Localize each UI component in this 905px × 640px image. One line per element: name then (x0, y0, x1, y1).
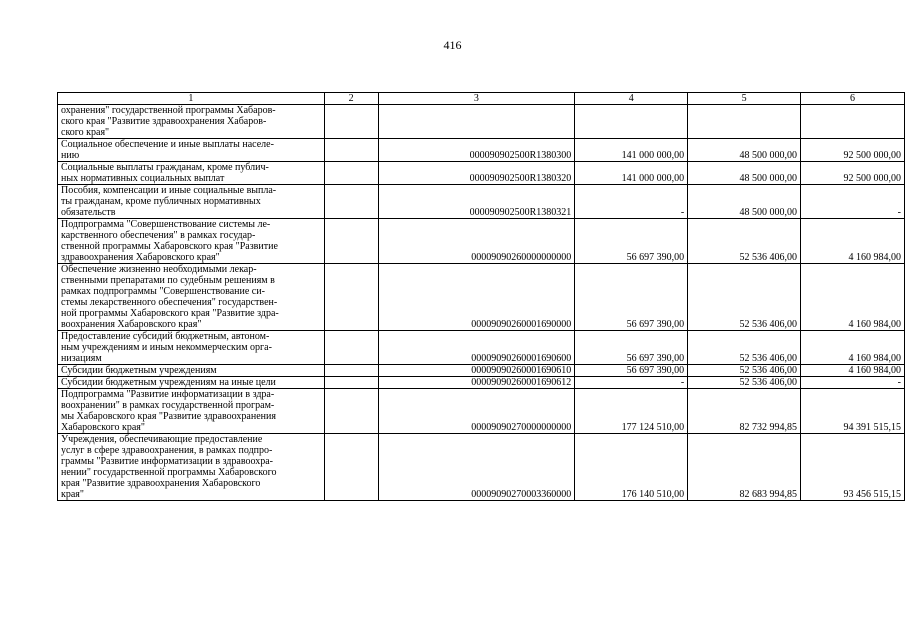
row-name-cell: Учреждения, обеспечивающие предоставление услуг в сфере здравоохранения, в рамках подпро- граммы "Развитие информатизации в здравоохра- нении" государственной программы Хабаровского края "Развитие здравоохранения Хабаровского края" (58, 434, 325, 501)
row-value-col6-cell (800, 105, 904, 139)
column-header-3: 3 (378, 93, 575, 105)
row-value-col6-cell: 94 391 515,15 (800, 389, 904, 434)
row-value-col6-cell: - (800, 185, 904, 219)
table-row (58, 219, 905, 264)
row-value-col6-cell: 4 160 984,00 (800, 264, 904, 331)
row-value-col4-cell: 177 124 510,00 (575, 389, 688, 434)
row-name-cell: Субсидии бюджетным учреждениям на иные цели (58, 377, 325, 389)
row-name-cell: Обеспечение жизненно необходимыми лекар- ственными препаратами по судебным решениям в рамках подпрограммы "Совершенствование си- стемы лекарственного обеспечения" государствен- ной программы Хабаровского края "Развитие здра- воохранения Хабаровского края" (58, 264, 325, 331)
row-code-cell: 000090902500R1380320 (378, 162, 575, 185)
header-row (58, 93, 905, 105)
row-col2-cell (324, 331, 378, 365)
row-code-cell: 00009090260001690600 (378, 331, 575, 365)
row-value-col4-cell: - (575, 185, 688, 219)
column-header-6: 6 (800, 93, 904, 105)
row-name-cell: охранения" государственной программы Хабаров- ского края "Развитие здравоохранения Хабаров- ского края" (58, 105, 325, 139)
row-col2-cell (324, 139, 378, 162)
table-row (58, 264, 905, 331)
column-header-4: 4 (575, 93, 688, 105)
row-code-cell: 00009090260000000000 (378, 219, 575, 264)
row-value-col5-cell: 48 500 000,00 (688, 162, 801, 185)
row-name-cell: Социальные выплаты гражданам, кроме публич- ных нормативных социальных выплат (58, 162, 325, 185)
row-value-col5-cell: 52 536 406,00 (688, 331, 801, 365)
table-row (58, 331, 905, 365)
row-value-col4-cell: 176 140 510,00 (575, 434, 688, 501)
row-value-col5-cell (688, 105, 801, 139)
row-value-col5-cell: 48 500 000,00 (688, 139, 801, 162)
row-code-cell (378, 105, 575, 139)
row-col2-cell (324, 219, 378, 264)
column-header-5: 5 (688, 93, 801, 105)
row-value-col6-cell: 4 160 984,00 (800, 331, 904, 365)
row-name-cell: Социальное обеспечение и иные выплаты населе- нию (58, 139, 325, 162)
row-code-cell: 00009090260001690000 (378, 264, 575, 331)
row-value-col4-cell: 141 000 000,00 (575, 162, 688, 185)
column-header-2: 2 (324, 93, 378, 105)
table-row (58, 139, 905, 162)
row-value-col5-cell: 48 500 000,00 (688, 185, 801, 219)
row-code-cell: 00009090270003360000 (378, 434, 575, 501)
table-row (58, 389, 905, 434)
row-value-col4-cell: 56 697 390,00 (575, 365, 688, 377)
table-row (58, 434, 905, 501)
row-name-cell: Подпрограмма "Совершенствование системы ле- карственного обеспечения" в рамках государ- ственной программы Хабаровского края "Развитие здравоохранения Хабаровского края" (58, 219, 325, 264)
row-value-col6-cell: 4 160 984,00 (800, 219, 904, 264)
row-value-col4-cell (575, 105, 688, 139)
table-row (58, 105, 905, 139)
row-value-col5-cell: 52 536 406,00 (688, 365, 801, 377)
row-col2-cell (324, 264, 378, 331)
row-col2-cell (324, 377, 378, 389)
row-value-col4-cell: 56 697 390,00 (575, 264, 688, 331)
row-name-cell: Субсидии бюджетным учреждениям (58, 365, 325, 377)
page-number: 416 (443, 38, 462, 52)
row-name-cell: Предоставление субсидий бюджетным, автоном- ным учреждениям и иным некоммерческим орга- низациям (58, 331, 325, 365)
table-row (58, 365, 905, 377)
row-value-col5-cell: 52 536 406,00 (688, 219, 801, 264)
row-value-col4-cell: 141 000 000,00 (575, 139, 688, 162)
column-header-1: 1 (58, 93, 325, 105)
row-value-col5-cell: 82 732 994,85 (688, 389, 801, 434)
row-col2-cell (324, 365, 378, 377)
table-row (58, 377, 905, 389)
row-value-col6-cell: 4 160 984,00 (800, 365, 904, 377)
row-value-col6-cell: 92 500 000,00 (800, 162, 904, 185)
row-value-col5-cell: 52 536 406,00 (688, 377, 801, 389)
row-value-col6-cell: 92 500 000,00 (800, 139, 904, 162)
row-name-cell: Подпрограмма "Развитие информатизации в здра- воохранении" в рамках государственной програм- мы Хабаровского края "Развитие здравоохранения Хабаровского края" (58, 389, 325, 434)
row-code-cell: 00009090270000000000 (378, 389, 575, 434)
row-col2-cell (324, 162, 378, 185)
table-row (58, 185, 905, 219)
row-code-cell: 00009090260001690610 (378, 365, 575, 377)
table-row (58, 162, 905, 185)
row-code-cell: 000090902500R1380300 (378, 139, 575, 162)
row-value-col4-cell: - (575, 377, 688, 389)
row-col2-cell (324, 389, 378, 434)
row-code-cell: 000090902500R1380321 (378, 185, 575, 219)
row-value-col4-cell: 56 697 390,00 (575, 219, 688, 264)
row-value-col5-cell: 52 536 406,00 (688, 264, 801, 331)
row-value-col5-cell: 82 683 994,85 (688, 434, 801, 501)
budget-table (57, 92, 905, 501)
row-col2-cell (324, 185, 378, 219)
row-value-col4-cell: 56 697 390,00 (575, 331, 688, 365)
row-code-cell: 00009090260001690612 (378, 377, 575, 389)
row-value-col6-cell: 93 456 515,15 (800, 434, 904, 501)
row-value-col6-cell: - (800, 377, 904, 389)
row-name-cell: Пособия, компенсации и иные социальные выпла- ты гражданам, кроме публичных нормативных обязательств (58, 185, 325, 219)
row-col2-cell (324, 105, 378, 139)
row-col2-cell (324, 434, 378, 501)
